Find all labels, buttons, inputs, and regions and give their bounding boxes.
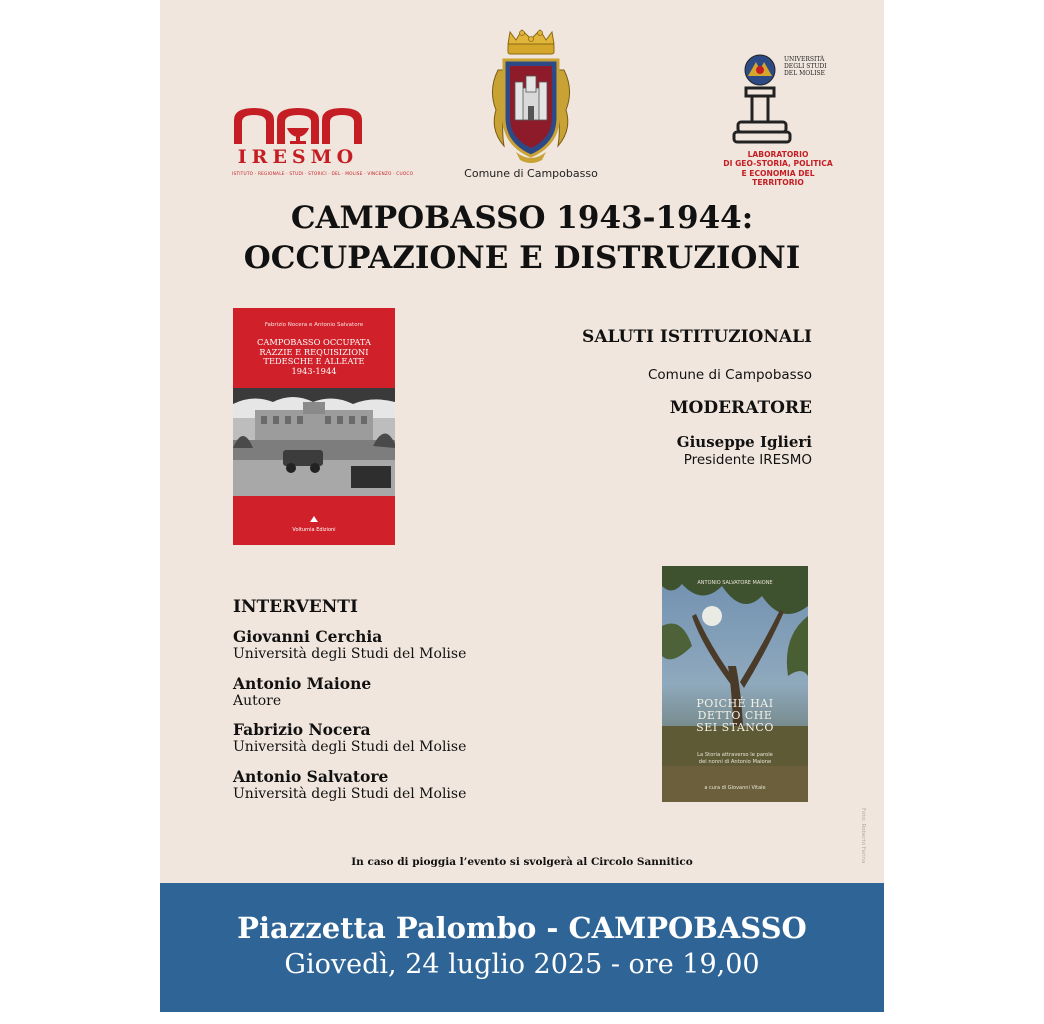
interventi-heading: INTERVENTI [233,597,358,617]
moderatore-heading: MODERATORE [669,398,812,418]
saluti-heading: SALUTI ISTITUZIONALI [582,327,812,347]
event-poster [160,0,884,1012]
iresmo-wordmark: IRESMO [237,146,359,168]
speaker-name: Giovanni Cerchia [233,627,383,646]
book1-publisher: Volturnia Edizioni [292,527,336,533]
unimol-lab-logo [723,52,833,188]
speaker-affiliation: Università degli Studi del Molise [233,786,467,802]
iresmo-tagline: ISTITUTO · REGIONALE · STUDI · STORICI · DEL · MOLISE · VINCENZO · CUOCO [232,172,414,177]
speaker-entry [233,675,533,710]
saluti-entity: Comune di Campobasso [647,367,812,383]
publisher-mark-icon [309,515,319,523]
book1-title: CAMPOBASSO OCCUPATA RAZZIE E REQUISIZIONI TEDESCHE E ALLEATE 1943-1944 [257,337,371,376]
iresmo-arches-icon [232,106,364,146]
book2-curator: a cura di Giovanni Vitale [704,785,766,791]
photo-credit: Foto: Roberto Farina [860,808,866,864]
book-cover-campobasso-occupata [233,308,395,545]
moderatore-role: Presidente IRESMO [683,452,812,468]
book2-cover-photo [662,566,808,802]
iresmo-logo [232,106,414,182]
speaker-name: Antonio Maione [233,674,372,693]
moderatore-name: Giuseppe Iglieri [676,433,812,451]
event-datetime: Giovedì, 24 luglio 2025 - ore 19,00 [284,949,760,980]
book2-title: POICHÉ HAI DETTO CHE SEI STANCO [696,697,774,734]
university-name: UNIVERSITÀ DEGLI STUDI DEL MOLISE [784,56,827,77]
comune-crest [464,30,598,180]
speaker-affiliation: Università degli Studi del Molise [233,646,467,662]
laboratorio-name: LABORATORIO DI GEO-STORIA, POLITICA E ECONOMIA DEL TERRITORIO [723,150,833,188]
event-title: CAMPOBASSO 1943-1944: OCCUPAZIONE E DISTRUZIONI [243,200,801,276]
speaker-name: Antonio Salvatore [233,767,389,786]
book1-historic-photo [233,388,395,496]
speaker-entry [233,768,533,803]
speaker-entry [233,721,533,756]
speaker-affiliation: Università degli Studi del Molise [233,739,467,755]
event-venue: Piazzetta Palombo - CAMPOBASSO [237,911,807,945]
footer-band [160,883,884,1012]
book1-authors: Fabrizio Nocera e Antonio Salvatore [264,322,364,328]
speaker-name: Fabrizio Nocera [233,720,371,739]
book2-subtitle: La Storia attraverso le parole dei nonni di Antonio Maione [697,752,773,765]
crest-icon [486,30,576,164]
speaker-entry [233,628,533,663]
comune-label: Comune di Campobasso [464,167,598,180]
book-cover-poiche-hai-detto [662,566,808,802]
rain-notice: In caso di pioggia l’evento si svolgerà al Circolo Sannitico [351,856,693,868]
book2-author: ANTONIO SALVATORE MAIONE [697,580,773,586]
speaker-affiliation: Autore [233,693,282,709]
